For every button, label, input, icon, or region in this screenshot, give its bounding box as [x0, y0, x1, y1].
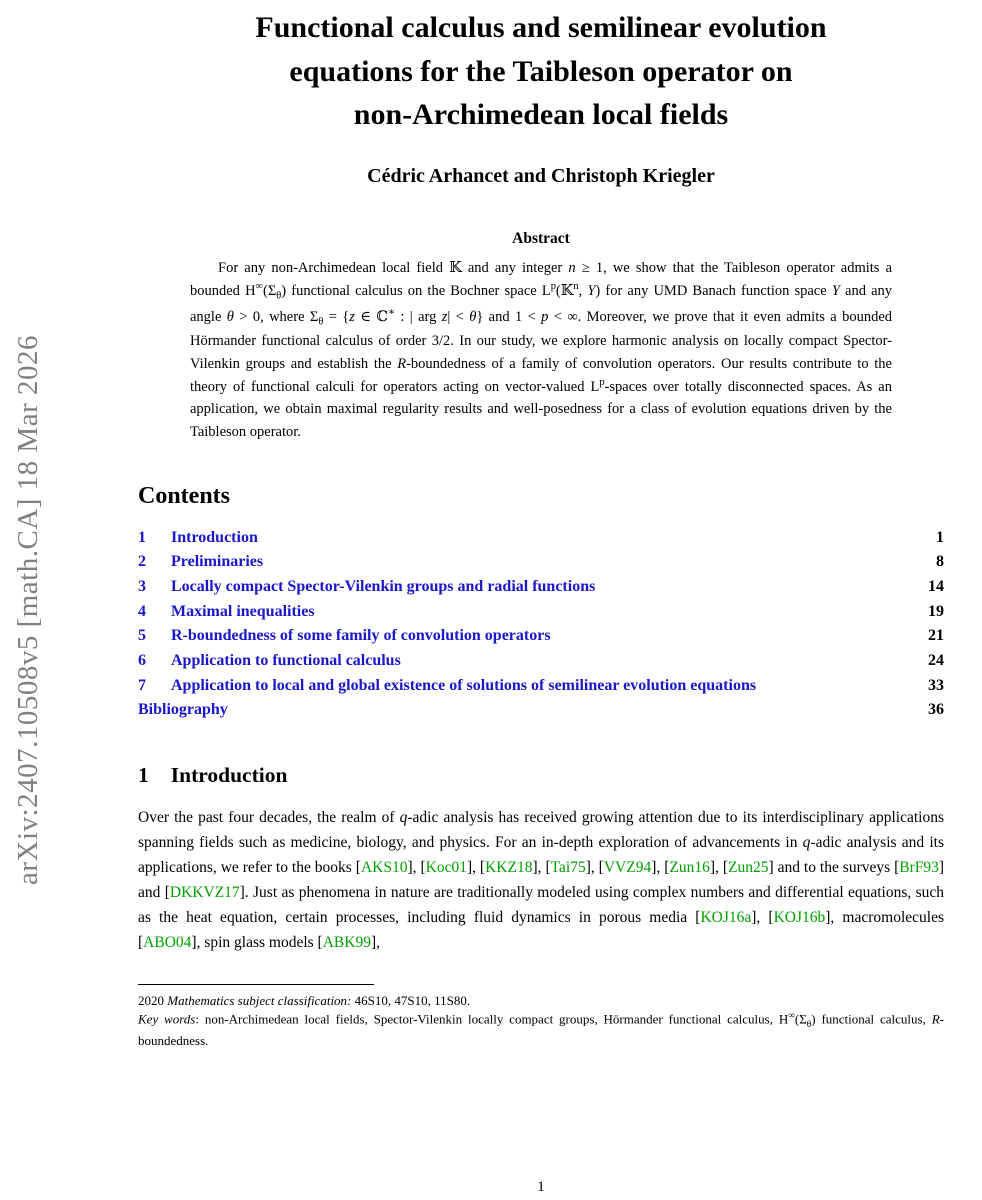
- toc-entry-number[interactable]: 7: [138, 676, 146, 694]
- toc-entry-title[interactable]: Preliminaries: [171, 553, 264, 571]
- paper-content: [138, 0, 944, 1200]
- section-1-heading: [138, 763, 944, 788]
- citation-link[interactable]: Zun16: [669, 859, 710, 877]
- toc-entry-number[interactable]: 3: [138, 578, 146, 596]
- toc-entry-page: 19: [928, 602, 944, 620]
- abstract-heading: Abstract: [512, 229, 570, 247]
- subscript: θ: [806, 1019, 812, 1030]
- abstract-text: For any non-Archimedean local field 𝕂 and any integer n ≥ 1, we show that the Taibleson operator admits a bounded $H^\infty(\Sigma_\theta)$ functional calculus on the Bochner space $L^p(𝕂^n$, Y) for any UMD Banach function space Y and any angle θ > 0, where $\Sigma_\theta = \{z$ ∈ ℂ∗ : | arg z| < θ} and 1 < p < ∞. Moreover, we prove that it even admits a bounded Hörmander functional calculus of order 3/2. In our study, we explore harmonic analysis on locally compact Spector-Vilenkin groups and establish the R-boundedness of a family of convolution operators. Our results contribute to the theory of functional calculi for operators acting on vector-valued $L^p$-spaces over totally disconnected spaces. As an application, we obtain maximal regularity results and well-posedness for a class of evolution equations driven by the Taibleson operator.: [190, 259, 893, 440]
- section-1-title: Introduction: [170, 762, 288, 787]
- toc-entry-page: 33: [928, 676, 944, 694]
- toc-entry-page: 14: [928, 578, 944, 596]
- paper-title-line-1: Functional calculus and semilinear evolution: [255, 11, 827, 44]
- toc-entry-title[interactable]: Introduction: [171, 528, 258, 546]
- toc-entry-title[interactable]: R-boundedness of some family of convolution operators: [171, 627, 551, 645]
- citation-link[interactable]: BrF93: [899, 859, 939, 877]
- toc-entry-semilinear-evolution[interactable]: [138, 674, 944, 699]
- footnote-rule: [138, 984, 374, 985]
- italic-term: Y: [831, 282, 840, 299]
- italic-term: θ: [469, 308, 477, 325]
- toc-entry-page: 24: [928, 651, 944, 669]
- toc-entry-number[interactable]: 4: [138, 602, 146, 620]
- toc-entry-page: 8: [936, 553, 944, 571]
- toc-entry-title[interactable]: Application to local and global existence of solutions of semilinear evolution equations: [171, 676, 757, 694]
- citation-link[interactable]: Tai75: [550, 859, 586, 877]
- toc-entry-title[interactable]: Locally compact Spector-Vilenkin groups and radial functions: [171, 578, 596, 596]
- contents-heading: Contents: [138, 482, 231, 509]
- toc-entry-page: 21: [928, 627, 944, 645]
- italic-term: q: [399, 808, 408, 826]
- toc-entry-page: 36: [928, 701, 944, 719]
- paper-title-line-2: equations for the Taibleson operator on: [289, 54, 793, 88]
- toc-entry-title[interactable]: Bibliography: [138, 701, 228, 719]
- toc-entry-page: 1: [936, 528, 944, 546]
- italic-term: p: [541, 308, 549, 325]
- introduction-paragraph: Over the past four decades, the realm of q-adic analysis has received growing attention due to its interdisciplinary applications spanning fields such as medicine, biology, and physics. For an in-depth exploration of advancements in q-adic analysis and its applications, we refer to the books [AKS10], [Koc01], [KKZ18], [Tai75], [VVZ94], [Zun16], [Zun25] and to the surveys [BrF93] and [DKKVZ17]. Just as phenomena in nature are traditionally modeled using complex numbers and differential equations, such as the heat equation, certain processes, including fluid dynamics in porous media [KOJ16a], [KOJ16b], macromolecules [ABO04], spin glass models [ABK99],: [138, 808, 945, 952]
- section-1-number: 1: [138, 762, 149, 787]
- italic-term: Key words: [138, 1011, 196, 1027]
- paper-title-line-3: non-Archimedean local fields: [353, 98, 729, 131]
- citation-link[interactable]: Zun25: [728, 859, 769, 877]
- italic-term: θ: [226, 308, 234, 325]
- toc-entry-functional-calculus[interactable]: [138, 649, 944, 674]
- arxiv-watermark: arXiv:2407.10508v5 [math.CA] 18 Mar 2026: [12, 335, 44, 885]
- subscript: θ: [276, 290, 282, 302]
- superscript: n: [573, 280, 579, 292]
- page-number: 1: [537, 1179, 545, 1195]
- paper-title: [138, 6, 944, 137]
- toc-entry-title[interactable]: Maximal inequalities: [171, 602, 315, 620]
- superscript: ∗: [387, 306, 396, 318]
- superscript: p: [550, 280, 556, 292]
- toc-entry-number[interactable]: 2: [138, 553, 146, 571]
- citation-link[interactable]: KKZ18: [485, 859, 533, 877]
- citation-link[interactable]: VVZ94: [603, 859, 652, 877]
- superscript: p: [599, 377, 605, 389]
- italic-term: R: [397, 355, 407, 372]
- citation-link[interactable]: AKS10: [360, 859, 408, 877]
- italic-term: q: [802, 833, 811, 851]
- toc-entry-number[interactable]: 1: [138, 528, 146, 546]
- toc-entry-maximal-inequalities[interactable]: [138, 600, 944, 625]
- citation-link[interactable]: KOJ16a: [700, 909, 752, 927]
- subscript: θ: [318, 316, 324, 328]
- toc-entry-preliminaries[interactable]: [138, 550, 944, 575]
- toc-entry-spector-vilenkin-groups[interactable]: [138, 575, 944, 600]
- toc-entry-r-boundedness[interactable]: [138, 624, 944, 649]
- italic-term: n: [568, 259, 576, 276]
- toc-entry-bibliography[interactable]: [138, 698, 944, 723]
- italic-term: Y: [587, 282, 596, 299]
- superscript: ∞: [255, 280, 263, 292]
- toc-entry-title[interactable]: Application to functional calculus: [171, 651, 401, 669]
- italic-term: Mathematics subject classification:: [167, 992, 352, 1008]
- toc-entry-number[interactable]: 6: [138, 651, 146, 669]
- citation-link[interactable]: ABO04: [143, 934, 192, 952]
- citation-link[interactable]: Koc01: [425, 859, 467, 877]
- toc-entry-introduction[interactable]: [138, 526, 944, 551]
- paper-authors: Cédric Arhancet and Christoph Kriegler: [367, 164, 715, 187]
- abstract-section: [190, 230, 892, 443]
- italic-term: z: [441, 308, 448, 325]
- footnote-keywords-line: Key words: non-Archimedean local fields, Spector-Vilenkin locally compact groups, Hörmander functional calculus, $H^\infty(\Sigma_\theta)$ functional calculus, R-boundedness.: [138, 1010, 944, 1048]
- footnote-msc-line: 2020 Mathematics subject classification: 46S10, 47S10, 11S80.: [138, 992, 471, 1008]
- italic-term: R: [931, 1011, 940, 1027]
- footnote-block: [138, 984, 944, 1050]
- italic-term: z: [349, 308, 355, 325]
- citation-link[interactable]: KOJ16b: [773, 909, 826, 927]
- citation-link[interactable]: ABK99: [322, 934, 371, 952]
- superscript: ∞: [788, 1010, 795, 1021]
- toc-entry-number[interactable]: 5: [138, 627, 146, 645]
- citation-link[interactable]: DKKVZ17: [169, 884, 240, 902]
- table-of-contents: [138, 526, 944, 723]
